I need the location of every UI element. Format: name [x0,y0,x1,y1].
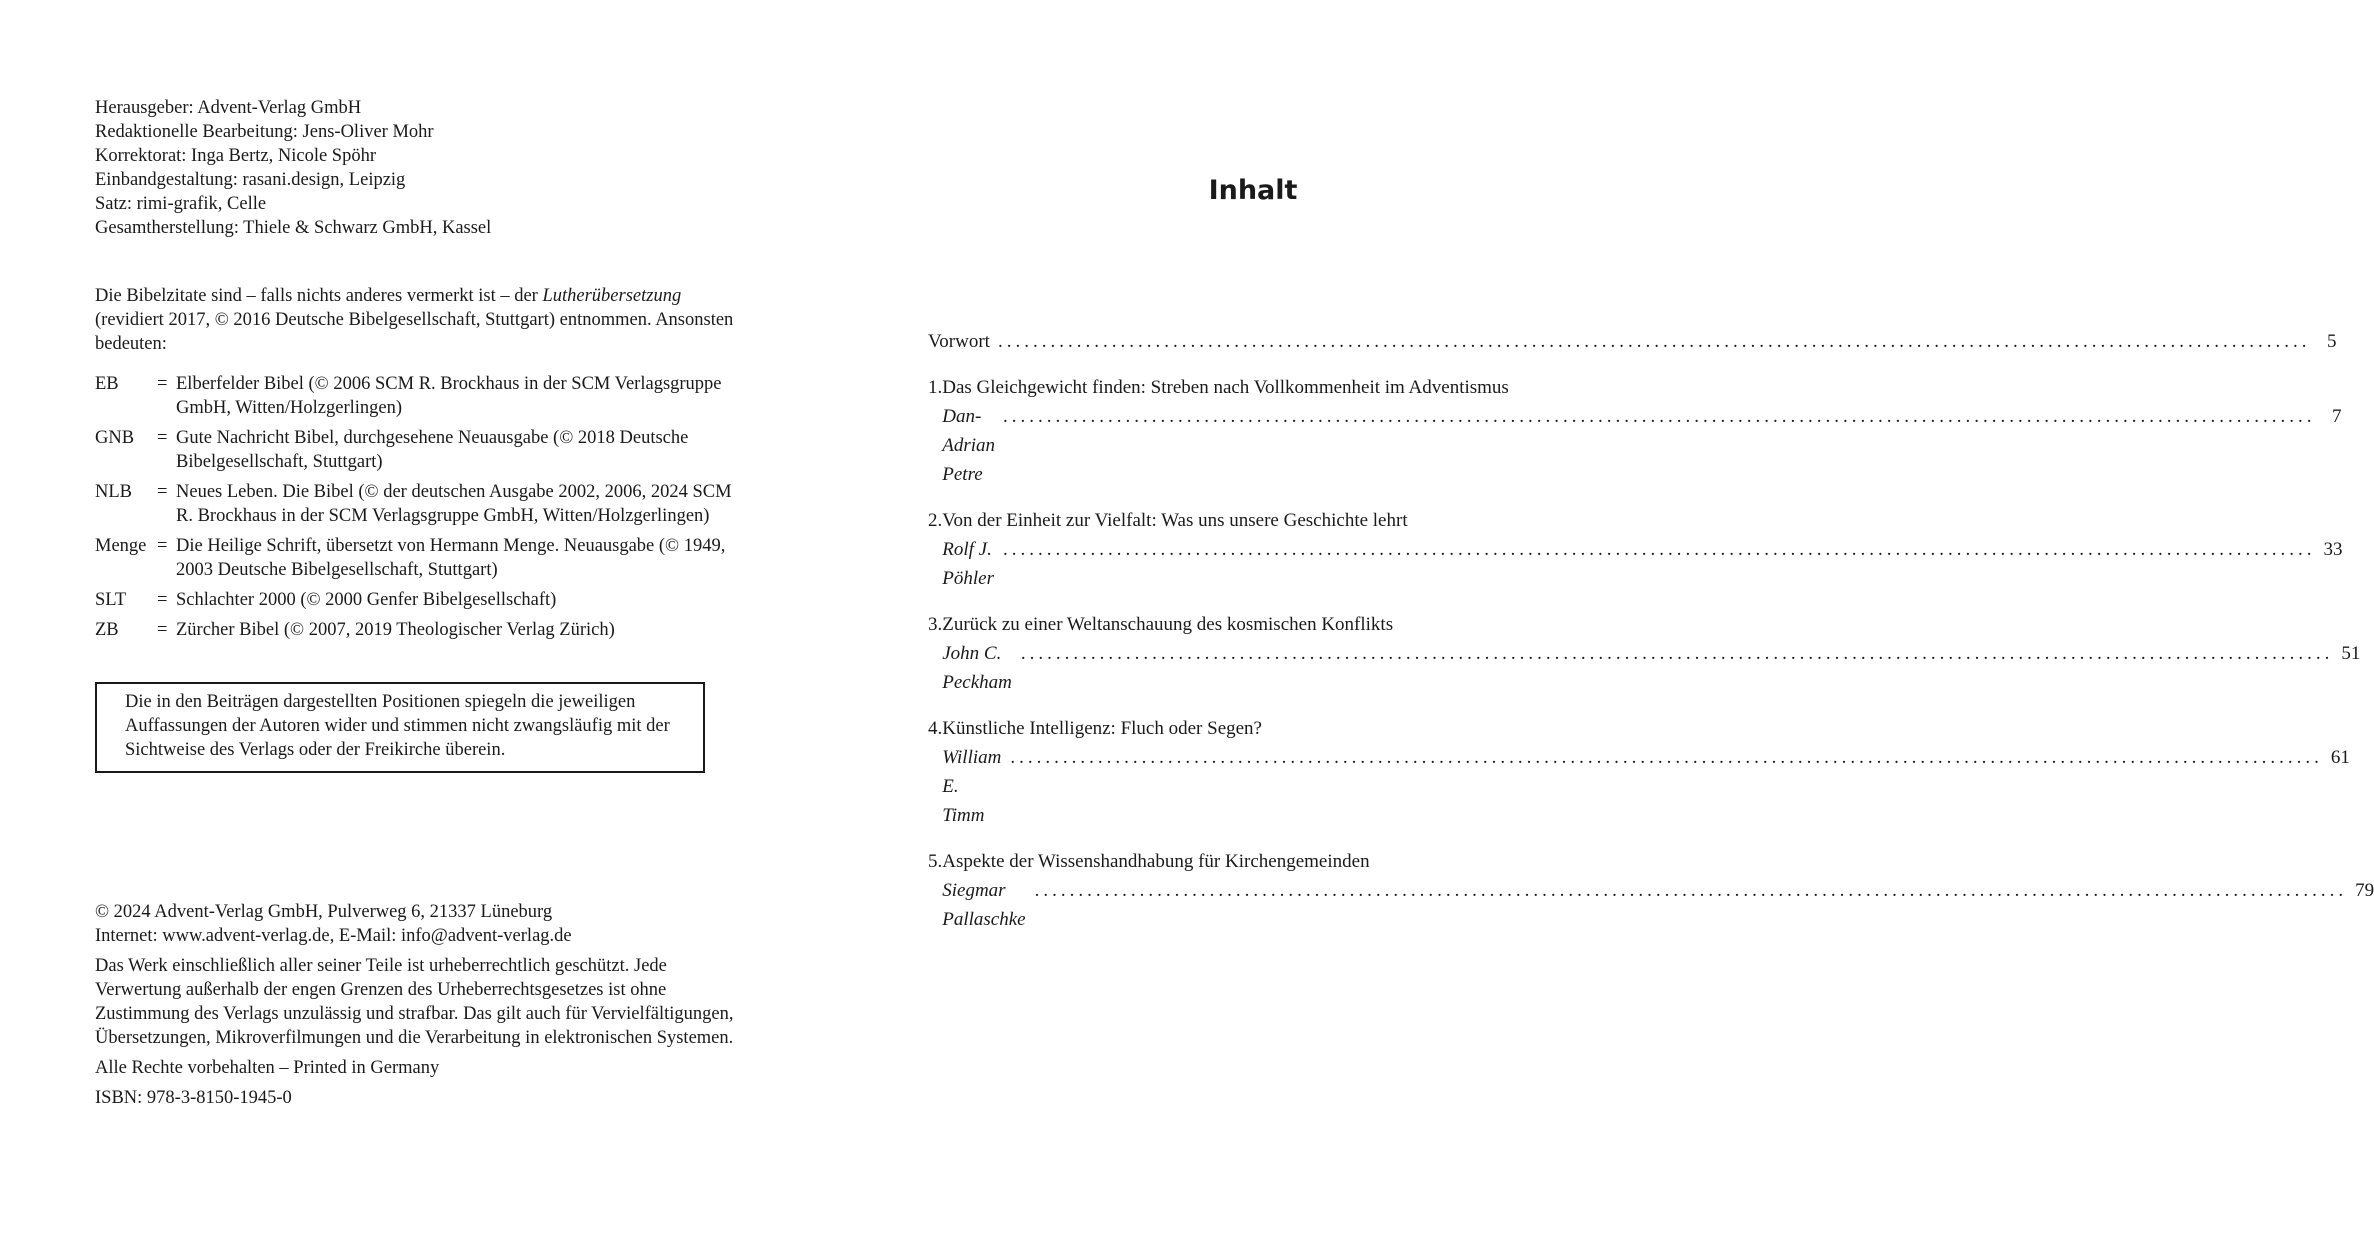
chapter-title: Zurück zu einer Weltanschauung des kosmischen Konflikts [942,614,1394,635]
chapter-number: 5. [928,851,943,872]
abbreviation-row [95,480,745,528]
rights-text: Das Werk einschließlich aller seiner Teile ist urheberrechtlich geschützt. Jede Verwertung außerhalb der engen Grenzen des Urheberrechtsgesetzes ist ohne Zustimmung des Verlags unzulässig und strafbar. Das gilt auch für Vervielfältigungen, Übersetzungen, Mikroverfilmungen und die Verarbeitung in elektronischen Systemen. [95,956,734,1048]
abbreviation-row [95,426,745,474]
abbreviation-code: EB [95,374,119,394]
abbreviation-text: Die Heilige Schrift, übersetzt von Hermann Menge. Neuausgabe (© 1949, 2003 Deutsche Bibelgesellschaft, Stuttgart) [176,536,726,580]
toc-preface[interactable] [928,327,2337,356]
abbreviation-row [95,372,745,420]
abbreviation-row [95,588,745,612]
page-number: 61 [2330,747,2350,768]
chapter-number: 1. [928,377,943,398]
credit-line: Einbandgestaltung: rasani.design, Leipzig [95,170,406,190]
dot-leader [1021,639,2334,668]
abbreviation-row [95,534,745,582]
disclaimer-box: Die in den Beiträgen dargestellten Positionen spiegeln die jeweiligen Auffassungen der Autoren wider und stimmen nicht zwangsläufig mit der Sichtweise des Verlags oder der Freikirche überein. [95,682,705,773]
abbreviation-code: GNB [95,428,135,448]
chapter-number: 4. [928,718,943,739]
preface-label: Vorwort [928,331,990,352]
dot-leader [1003,535,2316,564]
abbreviation-text: Zürcher Bibel (© 2007, 2019 Theologischer Verlag Zürich) [176,620,615,640]
copyright-line: © 2024 Advent-Verlag GmbH, Pulverweg 6, 21337 Lüneburg [95,902,553,922]
abbreviation-list [95,372,745,642]
chapter-number: 2. [928,510,943,531]
page-number: 51 [2341,643,2361,664]
chapter-title: Das Gleichgewicht finden: Streben nach Vollkommenheit im Adventismus [942,377,1509,398]
toc-title: Inhalt [1208,175,1298,206]
chapter-title: Aspekte der Wissenshandhabung für Kirchengemeinden [942,851,1370,872]
chapter-author: John C. Peckham [942,643,1012,693]
abbreviation-code: SLT [95,590,127,610]
toc-chapter[interactable] [928,610,2361,697]
page-number: 7 [2332,406,2342,427]
credit-line: Herausgeber: Advent-Verlag GmbH [95,98,362,118]
abbreviation-text: Schlachter 2000 (© 2000 Genfer Bibelgesellschaft) [176,590,557,610]
abbreviation-text: Gute Nachricht Bibel, durchgesehene Neuausgabe (© 2018 Deutsche Bibelgesellschaft, Stuttgart) [176,428,689,472]
equals-sign: = [157,536,168,556]
page-number: 79 [2355,880,2374,901]
chapter-title: Von der Einheit zur Vielfalt: Was uns unsere Geschichte lehrt [942,510,1408,531]
abbreviation-text: Neues Leben. Die Bibel (© der deutschen Ausgabe 2002, 2006, 2024 SCM R. Brockhaus in der SCM Verlagsgruppe GmbH, Witten/Holzgerlingen) [176,482,732,526]
bible-note-translation: Lutherübersetzung [542,286,682,306]
credit-line: Redaktionelle Bearbeitung: Jens-Oliver Mohr [95,122,434,142]
chapter-number: 3. [928,614,943,635]
chapter-author: William E. Timm [942,747,1002,826]
chapter-title: Künstliche Intelligenz: Fluch oder Segen? [942,718,1262,739]
equals-sign: = [157,590,168,610]
abbreviation-code: ZB [95,620,119,640]
imprint-page [95,96,745,773]
equals-sign: = [157,374,168,394]
bible-note [95,284,745,356]
equals-sign: = [157,620,168,640]
credit-line: Gesamtherstellung: Thiele & Schwarz GmbH, Kassel [95,218,492,238]
chapter-author: Rolf J. Pöhler [942,539,994,589]
chapter-author: Siegmar Pallaschke [942,880,1026,930]
toc-chapter[interactable] [928,714,2350,830]
dot-leader [1010,743,2323,772]
abbreviation-row [95,618,745,642]
dot-leader [1035,876,2348,905]
isbn: ISBN: 978-3-8150-1945-0 [95,1088,292,1108]
contact-line: Internet: www.advent-verlag.de, E-Mail: info@advent-verlag.de [95,926,572,946]
rights-reserved: Alle Rechte vorbehalten – Printed in Germany [95,1058,440,1078]
credit-line: Korrektorat: Inga Bertz, Nicole Spöhr [95,146,377,166]
page-number: 33 [2323,539,2343,560]
abbreviation-code: NLB [95,482,132,502]
abbreviation-code: Menge [95,536,147,556]
legal-block [95,900,745,1116]
abbreviation-text: Elberfelder Bibel (© 2006 SCM R. Brockhaus in der SCM Verlagsgruppe GmbH, Witten/Holzgerlingen) [176,374,722,418]
equals-sign: = [157,482,168,502]
chapter-author: Dan-Adrian Petre [942,406,996,485]
table-of-contents [928,327,2374,934]
credits-block [95,96,745,240]
page-number: 5 [2326,331,2337,352]
bible-note-before: Die Bibelzitate sind – falls nichts anderes vermerkt ist – der [95,286,543,306]
toc-chapter[interactable] [928,373,2342,489]
bible-note-after: (revidiert 2017, © 2016 Deutsche Bibelgesellschaft, Stuttgart) entnommen. Ansonsten bedeuten: [95,310,734,354]
credit-line: Satz: rimi-grafik, Celle [95,194,267,214]
toc-chapter[interactable] [928,506,2343,593]
toc-chapter[interactable] [928,847,2374,934]
equals-sign: = [157,428,168,448]
dot-leader [998,327,2311,356]
dot-leader [1003,402,2316,431]
